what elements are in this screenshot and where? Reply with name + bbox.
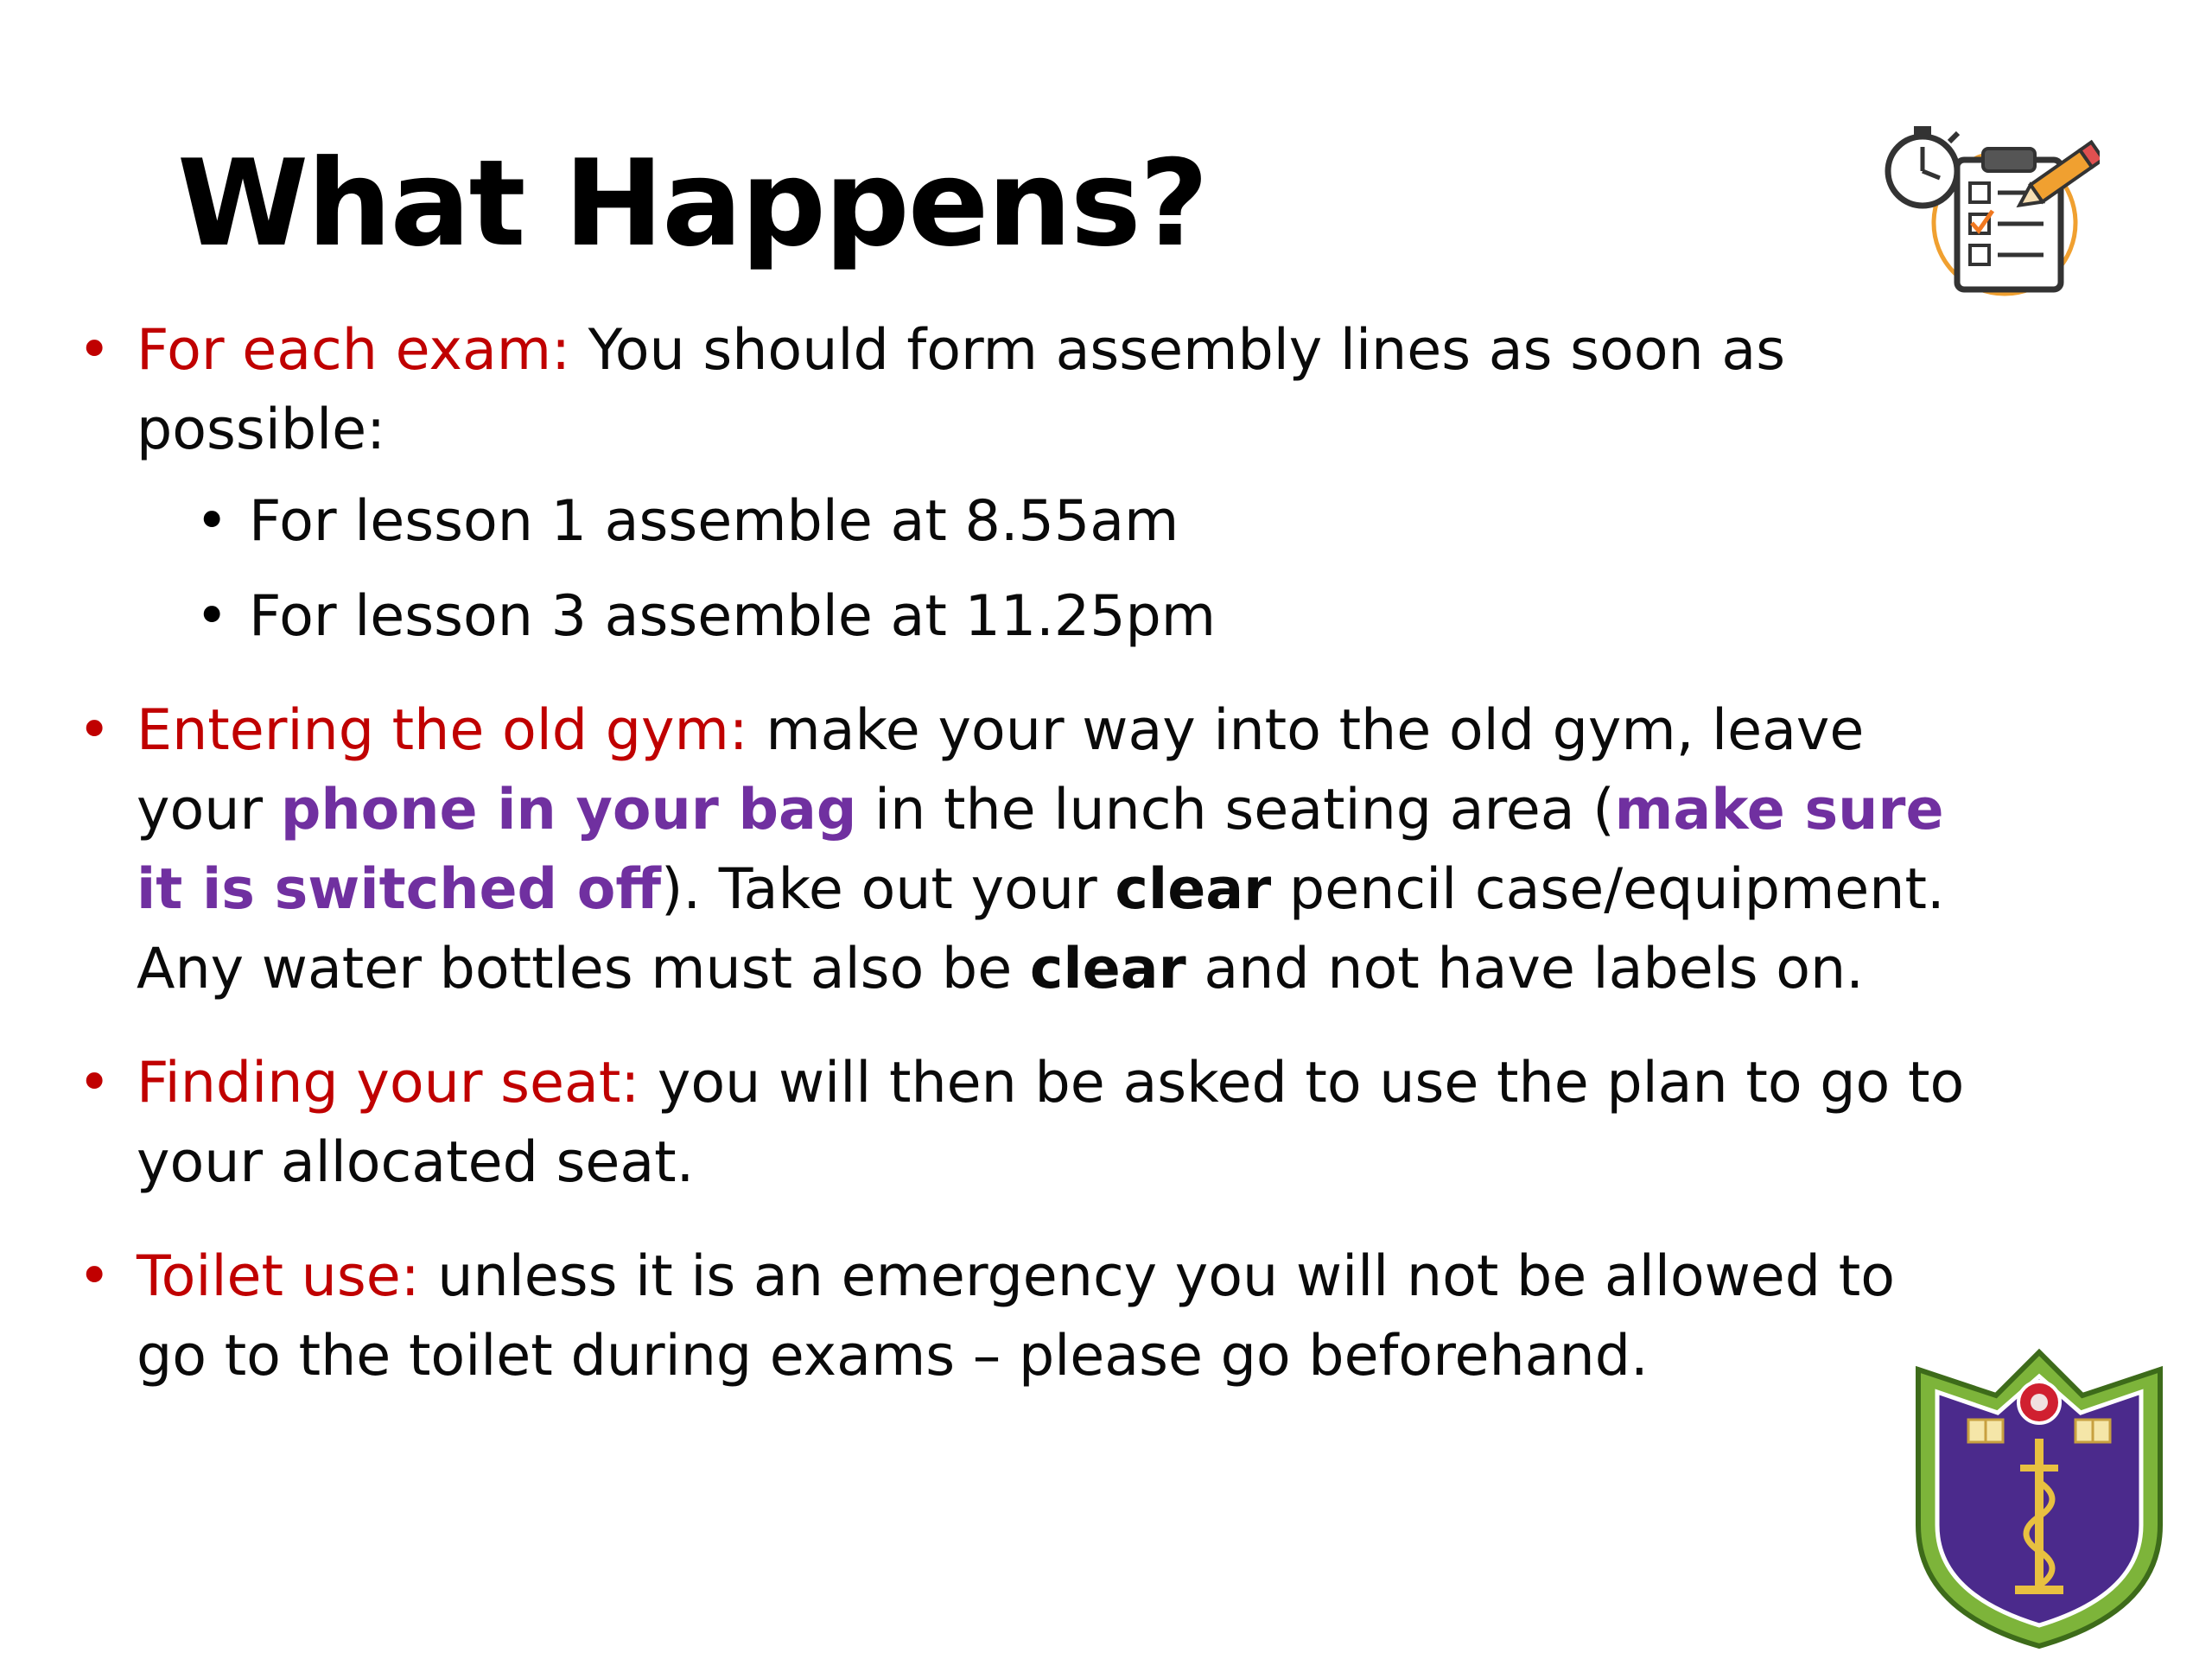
sub-bullet-dot: • <box>195 584 229 649</box>
emphasis-text: make sure it is switched off <box>137 778 1944 922</box>
bullet-dot: • <box>78 1244 111 1309</box>
bullet-dot: • <box>78 318 111 383</box>
bullet-dot: • <box>78 1051 111 1116</box>
bullet-label: For each exam: <box>137 318 571 383</box>
sub-bullet-item <box>137 577 1979 657</box>
bullet-text: and not have labels on. <box>1185 937 1864 1001</box>
sub-bullet-list <box>137 482 1979 657</box>
bullet-item <box>78 691 1979 1009</box>
sub-bullet-text: For lesson 3 assemble at 11.25pm <box>249 584 1217 649</box>
sub-bullet-text: For lesson 1 assemble at 8.55am <box>249 489 1179 554</box>
exam-clipboard-stopwatch-icon <box>1875 121 2100 302</box>
bullet-text: you will then be asked to use the plan to go to your allocated seat. <box>137 1051 1965 1195</box>
bullet-text: ). Take out your <box>661 857 1116 922</box>
bullet-label: Finding your seat: <box>137 1051 640 1116</box>
bullet-dot: • <box>78 698 111 763</box>
emphasis-text: phone in your bag <box>280 778 857 842</box>
sub-bullet-dot: • <box>195 489 229 554</box>
bold-text: clear <box>1029 937 1186 1001</box>
bullet-list <box>78 311 1979 1431</box>
bullet-label: Entering the old gym: <box>137 698 748 763</box>
bullet-label: Toilet use: <box>137 1244 420 1309</box>
bullet-text: pencil case/equipment. Any water bottles must also be <box>137 857 1945 1001</box>
bullet-item <box>78 1237 1979 1396</box>
slide-title: What Happens? <box>177 134 1207 273</box>
sub-bullet-item <box>137 482 1979 562</box>
bullet-item <box>78 1044 1979 1203</box>
school-crest-icon <box>1901 1335 2177 1655</box>
bullet-item <box>78 311 1979 657</box>
bold-text: clear <box>1115 857 1272 922</box>
bullet-text: make your way into the old gym, leave your <box>137 698 1865 842</box>
bullet-text: unless it is an emergency you will not be allowed to go to the toilet during exams – please go beforehand. <box>137 1244 1895 1389</box>
bullet-text: in the lunch seating area ( <box>856 778 1615 842</box>
bullet-text: You should form assembly lines as soon as possible: <box>137 318 1786 462</box>
